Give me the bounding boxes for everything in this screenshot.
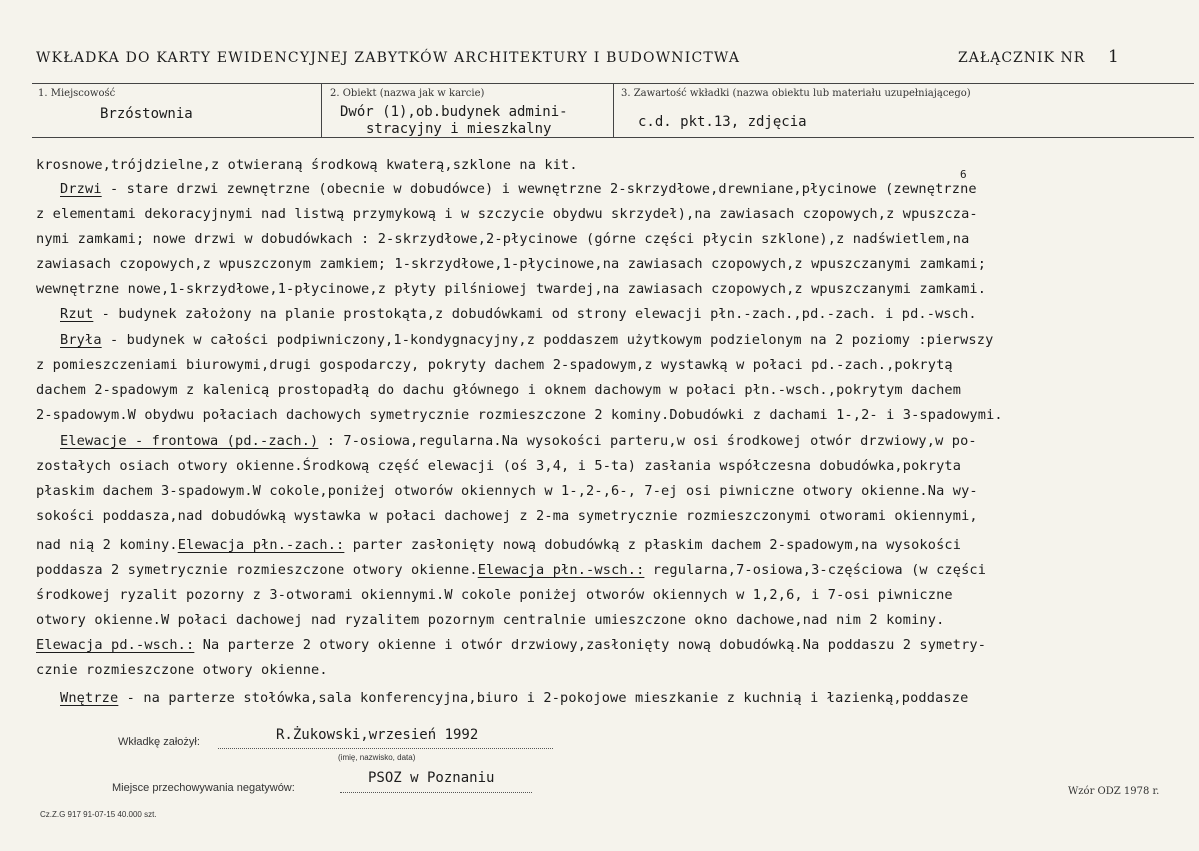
body-line-07: Rzut - budynek założony na planie prostokąta,z dobudówkami od strony elewacji płn.-zach.,pd.-zach. i pd.-wsch. (60, 306, 977, 322)
box-divider-1 (321, 83, 322, 137)
print-code: Cz.Z.G 917 91-07-15 40.000 szt. (40, 810, 157, 819)
annex-label: ZAŁĄCZNIK NR (958, 50, 1086, 66)
field-2-value-line1: Dwór (1),ob.budynek admini- (340, 104, 568, 120)
section-head-bryla: Bryła (60, 332, 102, 348)
field-3-value: c.d. pkt.13, zdjęcia (638, 114, 807, 130)
field-1-label: 1. Miejscowość (38, 88, 116, 99)
body-line-06: wewnętrzne nowe,1-skrzydłowe,1-płycinowe,z płyty pilśniowej twardej,na zawiasach czopowych,z wpuszczanymi zamkami. (36, 281, 987, 297)
body-line-11: 2-spadowym.W obydwu połaciach dachowych symetrycznie rozmieszczone 2 kominy.Dobudówki z dachami 1-,2- i 3-spadowymi. (36, 407, 1003, 423)
body-line-10: dachem 2-spadowym z kalenicą prostopadłą do dachu głównego i oknem dachowym w połaci płn.-wsch.,pokrytym dachem (36, 382, 962, 398)
section-head-elewacja-pd-wsch: Elewacja pd.-wsch.: (36, 637, 195, 653)
field-3-label: 3. Zawartość wkładki (nazwa obiektu lub materiału uzupełniającego) (621, 88, 971, 99)
body-line-16: nad nią 2 kominy.Elewacja płn.-zach.: parter zasłonięty nową dobudówką z płaskim dachem 2-spadowym,na wysokości (36, 537, 962, 553)
body-line-08: Bryła - budynek w całości podpiwniczony,1-kondygnacyjny,z poddaszem użytkowym podzielonym na 2 poziomy :pierwszy (60, 332, 994, 348)
box-divider-2 (613, 83, 614, 137)
body-line-17: poddasza 2 symetrycznie rozmieszczone otwory okienne.Elewacja płn.-wsch.: regularna,7-osiowa,3-częściowa (w części (36, 562, 987, 578)
body-line-03: z elementami dekoracyjnymi nad listwą przymykową i w szczycie obydwu skrzydeł),na zawiasach czopowych,z wpuszcza- (36, 206, 978, 222)
section-head-drzwi: Drzwi (60, 181, 102, 197)
section-head-elewacja-pln-wsch: Elewacja płn.-wsch.: (477, 562, 645, 578)
founder-dotted-line (218, 748, 553, 749)
correction-note: 6 (960, 168, 967, 181)
annex-number: 1 (1108, 47, 1119, 67)
body-line-19: otwory okienne.W połaci dachowej nad ryzalitem pozornym centralnie umieszczone okno dachowe,nad nim 2 kominy. (36, 612, 945, 628)
storage-value: PSOZ w Poznaniu (368, 770, 495, 786)
body-line-12: Elewacje - frontowa (pd.-zach.) : 7-osiowa,regularna.Na wysokości parteru,w osi środkowej otwór drzwiowy,w po- (60, 433, 977, 449)
body-line-22: Wnętrze - na parterze stołówka,sala konferencyjna,biuro i 2-pokojowe mieszkanie z kuchnią i łazienką,poddasze (60, 690, 969, 706)
field-2-value-line2: stracyjny i mieszkalny (366, 121, 552, 137)
founder-value: R.Żukowski,wrzesień 1992 (276, 727, 479, 743)
storage-label: Miejsce przechowywania negatywów: (112, 782, 295, 794)
body-line-01: krosnowe,trójdzielne,z otwieraną środkową kwaterą,szklone na kit. (36, 157, 578, 173)
body-line-09: z pomieszczeniami biurowymi,drugi gospodarczy, pokryty dachem 2-spadowym,z wystawką w połaci pd.-zach.,pokrytą (36, 357, 953, 373)
section-head-wnetrze: Wnętrze (60, 690, 119, 706)
storage-dotted-line (340, 792, 532, 793)
section-head-rzut: Rzut (60, 306, 94, 322)
founder-hint: (imię, nazwisko, data) (338, 753, 416, 762)
body-line-14: płaskim dachem 3-spadowym.W cokole,poniżej otworów okiennych w 1-,2-,6-, 7-ej osi piwniczne otwory okienne.Na wy- (36, 483, 978, 499)
body-line-20: Elewacja pd.-wsch.: Na parterze 2 otwory okienne i otwór drzwiowy,zasłonięty nową dobudówką.Na poddaszu 2 symetry- (36, 637, 987, 653)
section-head-elewacja-pln-zach: Elewacja płn.-zach.: (177, 537, 345, 553)
founder-label: Wkładkę założył: (118, 736, 200, 748)
field-2-label: 2. Obiekt (nazwa jak w karcie) (330, 88, 485, 99)
body-line-02: Drzwi - stare drzwi zewnętrzne (obecnie w dobudówce) i wewnętrzne 2-skrzydłowe,drewniane,płycinowe (zewnętrzne (60, 181, 977, 197)
body-line-21: cznie rozmieszczone otwory okienne. (36, 662, 328, 678)
section-head-elewacje: Elewacje - frontowa (pd.-zach.) (60, 433, 319, 449)
field-1-value: Brzóstownia (100, 106, 193, 122)
body-line-15: sokości poddasza,nad dobudówką wystawka w połaci dachowej z 2-ma symetrycznie rozmieszczonymi otworami okiennymi, (36, 508, 978, 524)
body-line-05: zawiasach czopowych,z wpuszczonym zamkiem; 1-skrzydłowe,1-płycinowe,na zawiasach czopowych,z wpuszczanymi zamkami; (36, 256, 987, 272)
box-bottom-rule (32, 137, 1194, 138)
body-line-18: środkowej ryzalit pozorny z 3-otworami okiennymi.W cokole poniżej otworów okiennych w 1,2,6, i 7-osi piwniczne (36, 587, 953, 603)
body-line-04: nymi zamkami; nowe drzwi w dobudówkach : 2-skrzydłowe,2-płycinowe (górne części płycin szklone),z nadświetlem,na (36, 231, 970, 247)
form-title: WKŁADKA DO KARTY EWIDENCYJNEJ ZABYTKÓW ARCHITEKTURY I BUDOWNICTWA (36, 50, 741, 66)
body-line-13: zostałych osiach otwory okienne.Środkową część elewacji (oś 3,4, i 5-ta) zasłania współczesna dobudówka,pokryta (36, 458, 962, 474)
form-ref: Wzór ODZ 1978 r. (1068, 786, 1160, 797)
